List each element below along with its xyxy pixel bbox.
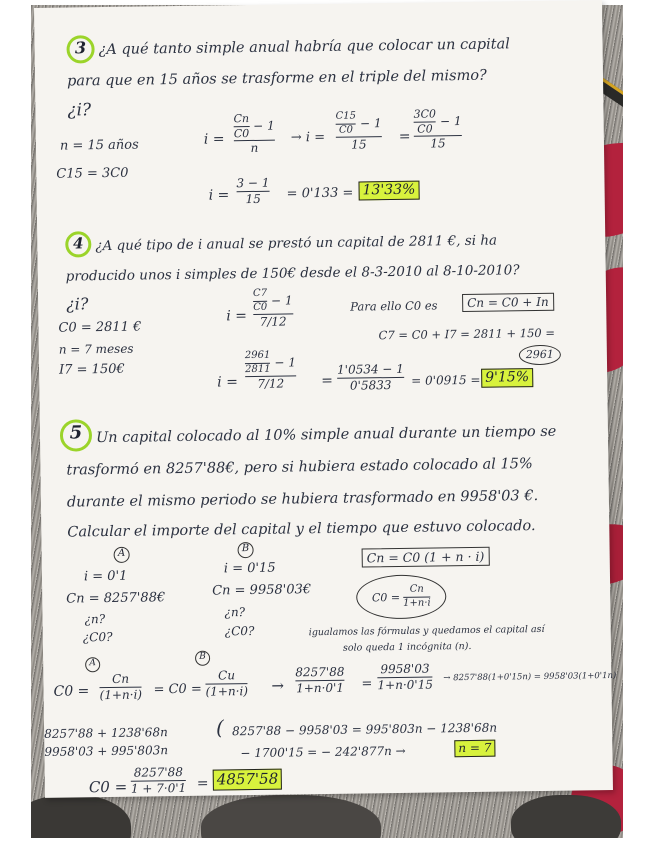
problem-5-line-1: Un capital colocado al 10% simple anual durante un tiempo se	[95, 423, 557, 447]
case-b-n: ¿n?	[224, 605, 246, 620]
outer-denominator: n	[250, 140, 259, 156]
minus-one: − 1	[359, 115, 382, 131]
fraction-numerator: 8257'88	[295, 664, 345, 680]
fraction-numerator: 3 − 1	[236, 175, 270, 191]
boxed-formula: Cn = C0 + In	[462, 293, 554, 312]
case-b-label: B	[237, 542, 253, 558]
substituted-formula	[335, 111, 381, 151]
problem-3-given-n: n = 15 años	[59, 137, 139, 154]
fraction-denominator: (1+n·i)	[99, 687, 143, 702]
case-a-c0: ¿C0?	[82, 629, 113, 645]
arrow-icon: →	[271, 676, 285, 695]
problem-5-line-3: durante el mismo periodo se hubiera trasformado en 9958'03 €.	[66, 488, 539, 511]
case-a-n: ¿n?	[84, 612, 106, 627]
fraction-numerator: 9958'03	[380, 661, 430, 677]
fraction-denominator: 1 + 7·0'1	[130, 780, 187, 796]
numeric-fraction-b	[377, 662, 433, 691]
case-b-amount: Cn = 9958'03€	[212, 582, 312, 599]
problem-4-unknown: ¿i?	[66, 294, 89, 314]
problem-4-line-1: ¿A qué tipo de i anual se prestó un capital de 2811 €, si ha	[95, 232, 498, 255]
fraction-denominator: 1+n·i	[403, 597, 431, 609]
final-lhs: C0 =	[88, 777, 128, 797]
general-formula	[233, 113, 275, 155]
case-a-label: A	[114, 547, 130, 563]
given-i7: I7 = 150€	[58, 361, 125, 378]
outer-denominator: 7/12	[259, 314, 287, 329]
outer-denominator: 15	[430, 136, 446, 151]
problem-4-number: 4	[65, 231, 91, 257]
fraction-numerator: Cu	[217, 668, 236, 683]
result-fraction	[236, 177, 269, 206]
fraction-denominator: C0	[338, 124, 354, 136]
minus-one: − 1	[271, 293, 293, 308]
case-b-c0: ¿C0?	[224, 623, 255, 639]
c7-result: 2961	[519, 345, 561, 366]
case-a-rate: i = 0'1	[83, 568, 128, 585]
equation-a-fraction	[99, 673, 142, 702]
eq-a-label: A	[85, 657, 100, 672]
arrow-step: → i =	[290, 129, 326, 146]
fraction-denominator: 1+n·0'15	[377, 677, 434, 692]
case-a-amount: Cn = 8257'88€	[66, 590, 166, 607]
fraction-numerator: 1'0534 − 1	[336, 361, 404, 377]
fraction-denominator: C0	[233, 126, 250, 140]
formula-lhs: i =	[203, 131, 225, 148]
fraction-denominator: (1+n·i)	[205, 683, 249, 699]
fraction-denominator: C0	[417, 121, 433, 136]
fraction-denominator: 1+n·0'1	[296, 680, 345, 695]
eq-b-label: B	[195, 651, 210, 666]
fraction-numerator: Cn	[409, 583, 424, 595]
para-ello-note: Para ello C0 es	[350, 298, 438, 314]
fraction-numerator: 3C0	[413, 107, 437, 121]
fraction-denominator: 2811	[244, 363, 271, 375]
fraction-numerator: C15	[335, 110, 357, 122]
final-fraction	[131, 766, 187, 795]
fraction-numerator: C7	[252, 287, 268, 299]
note-line-2: solo queda 1 incógnita (n).	[342, 640, 472, 654]
problem-5-answer: 4857'58	[213, 769, 283, 790]
general-formula	[253, 288, 293, 328]
problem-3-line-2: para que en 15 años se trasforme en el triple del mismo?	[66, 67, 487, 90]
problem-3-number: 3	[66, 35, 94, 63]
result-value: = 0'0915 =	[411, 372, 481, 388]
given-c0: C0 = 2811 €	[58, 319, 142, 336]
minus-one: − 1	[253, 118, 275, 133]
simple-interest-formula: Cn = C0 (1 + n · i)	[362, 547, 490, 568]
problem-3-line-1: ¿A qué tanto simple anual habría que colocar un capital	[98, 36, 510, 59]
numeric-fraction-a	[295, 666, 344, 695]
c7-calculation: C7 = C0 + I7 = 2811 + 150 =	[378, 325, 556, 343]
problem-5-number: 5	[60, 419, 92, 451]
problem-3-answer: 13'33%	[358, 181, 419, 201]
equation-b-fraction	[205, 669, 248, 698]
formula-lhs: C0 =	[371, 590, 401, 604]
problem-5-line-4: Calcular el importe del capital y el tiempo que estuvo colocado.	[67, 518, 536, 541]
problem-3-given-c: C15 = 3C0	[56, 165, 129, 182]
decimal-fraction	[337, 363, 404, 392]
problem-3-unknown: ¿i?	[67, 100, 92, 121]
equation-lhs: C0 =	[53, 683, 90, 700]
substitution-fraction	[245, 350, 297, 390]
outer-denominator: 7/12	[257, 376, 285, 391]
rearranged-equation: 8257'88 − 9958'03 = 995'803n − 1238'68n	[232, 720, 498, 739]
equals-sign: =	[398, 128, 411, 145]
expanded-lhs-1: 8257'88 + 1238'68n	[44, 725, 168, 741]
problem-5-line-2: trasformó en 8257'88€, pero si hubiera estado colocado al 15%	[66, 456, 533, 479]
note-line-1: igualamos las fórmulas y quedamos el capital así	[308, 623, 545, 639]
brace-open: (	[215, 715, 225, 740]
fraction-numerator: 2961	[244, 349, 271, 362]
n-answer: n = 7	[454, 740, 495, 758]
expanded-lhs-2: 9958'03 + 995'803n	[44, 743, 169, 759]
result-value: = 0'133 =	[286, 185, 354, 202]
result-lhs: i =	[208, 187, 230, 204]
simplified-equation: − 1700'15 = − 242'877n →	[240, 743, 406, 761]
minus-one: − 1	[274, 355, 297, 370]
equation-middle: = C0 =	[153, 681, 202, 698]
given-n: n = 7 meses	[58, 341, 134, 357]
equals-sign: =	[361, 676, 373, 692]
fraction-denominator: 15	[245, 191, 261, 206]
c0-formula-oval	[356, 574, 447, 619]
problem-4-line-2: producido unos i simples de 150€ desde el 8-3-2010 al 8-10-2010?	[65, 262, 520, 285]
fraction-numerator: Cn	[233, 112, 250, 126]
outer-denominator: 15	[351, 137, 367, 152]
fraction-numerator: Cn	[112, 671, 130, 686]
equals-sign: =	[321, 372, 334, 390]
formula-lhs: i =	[226, 308, 248, 325]
fraction-numerator: 8257'88	[133, 764, 183, 780]
fraction-denominator: 0'5833	[349, 377, 392, 393]
notebook-page	[34, 0, 617, 798]
equals-sign: =	[196, 775, 209, 792]
triple-formula	[413, 108, 462, 150]
minus-one: − 1	[439, 113, 462, 129]
fraction-denominator: C0	[253, 301, 268, 313]
problem-4-answer: 9'15%	[481, 368, 533, 388]
cross-multiplication: → 8257'88(1+0'15n) = 9958'03(1+0'1n)	[443, 670, 617, 684]
substitution-lhs: i =	[217, 374, 239, 391]
case-b-rate: i = 0'15	[223, 560, 276, 577]
dark-pattern-shape	[511, 795, 621, 838]
